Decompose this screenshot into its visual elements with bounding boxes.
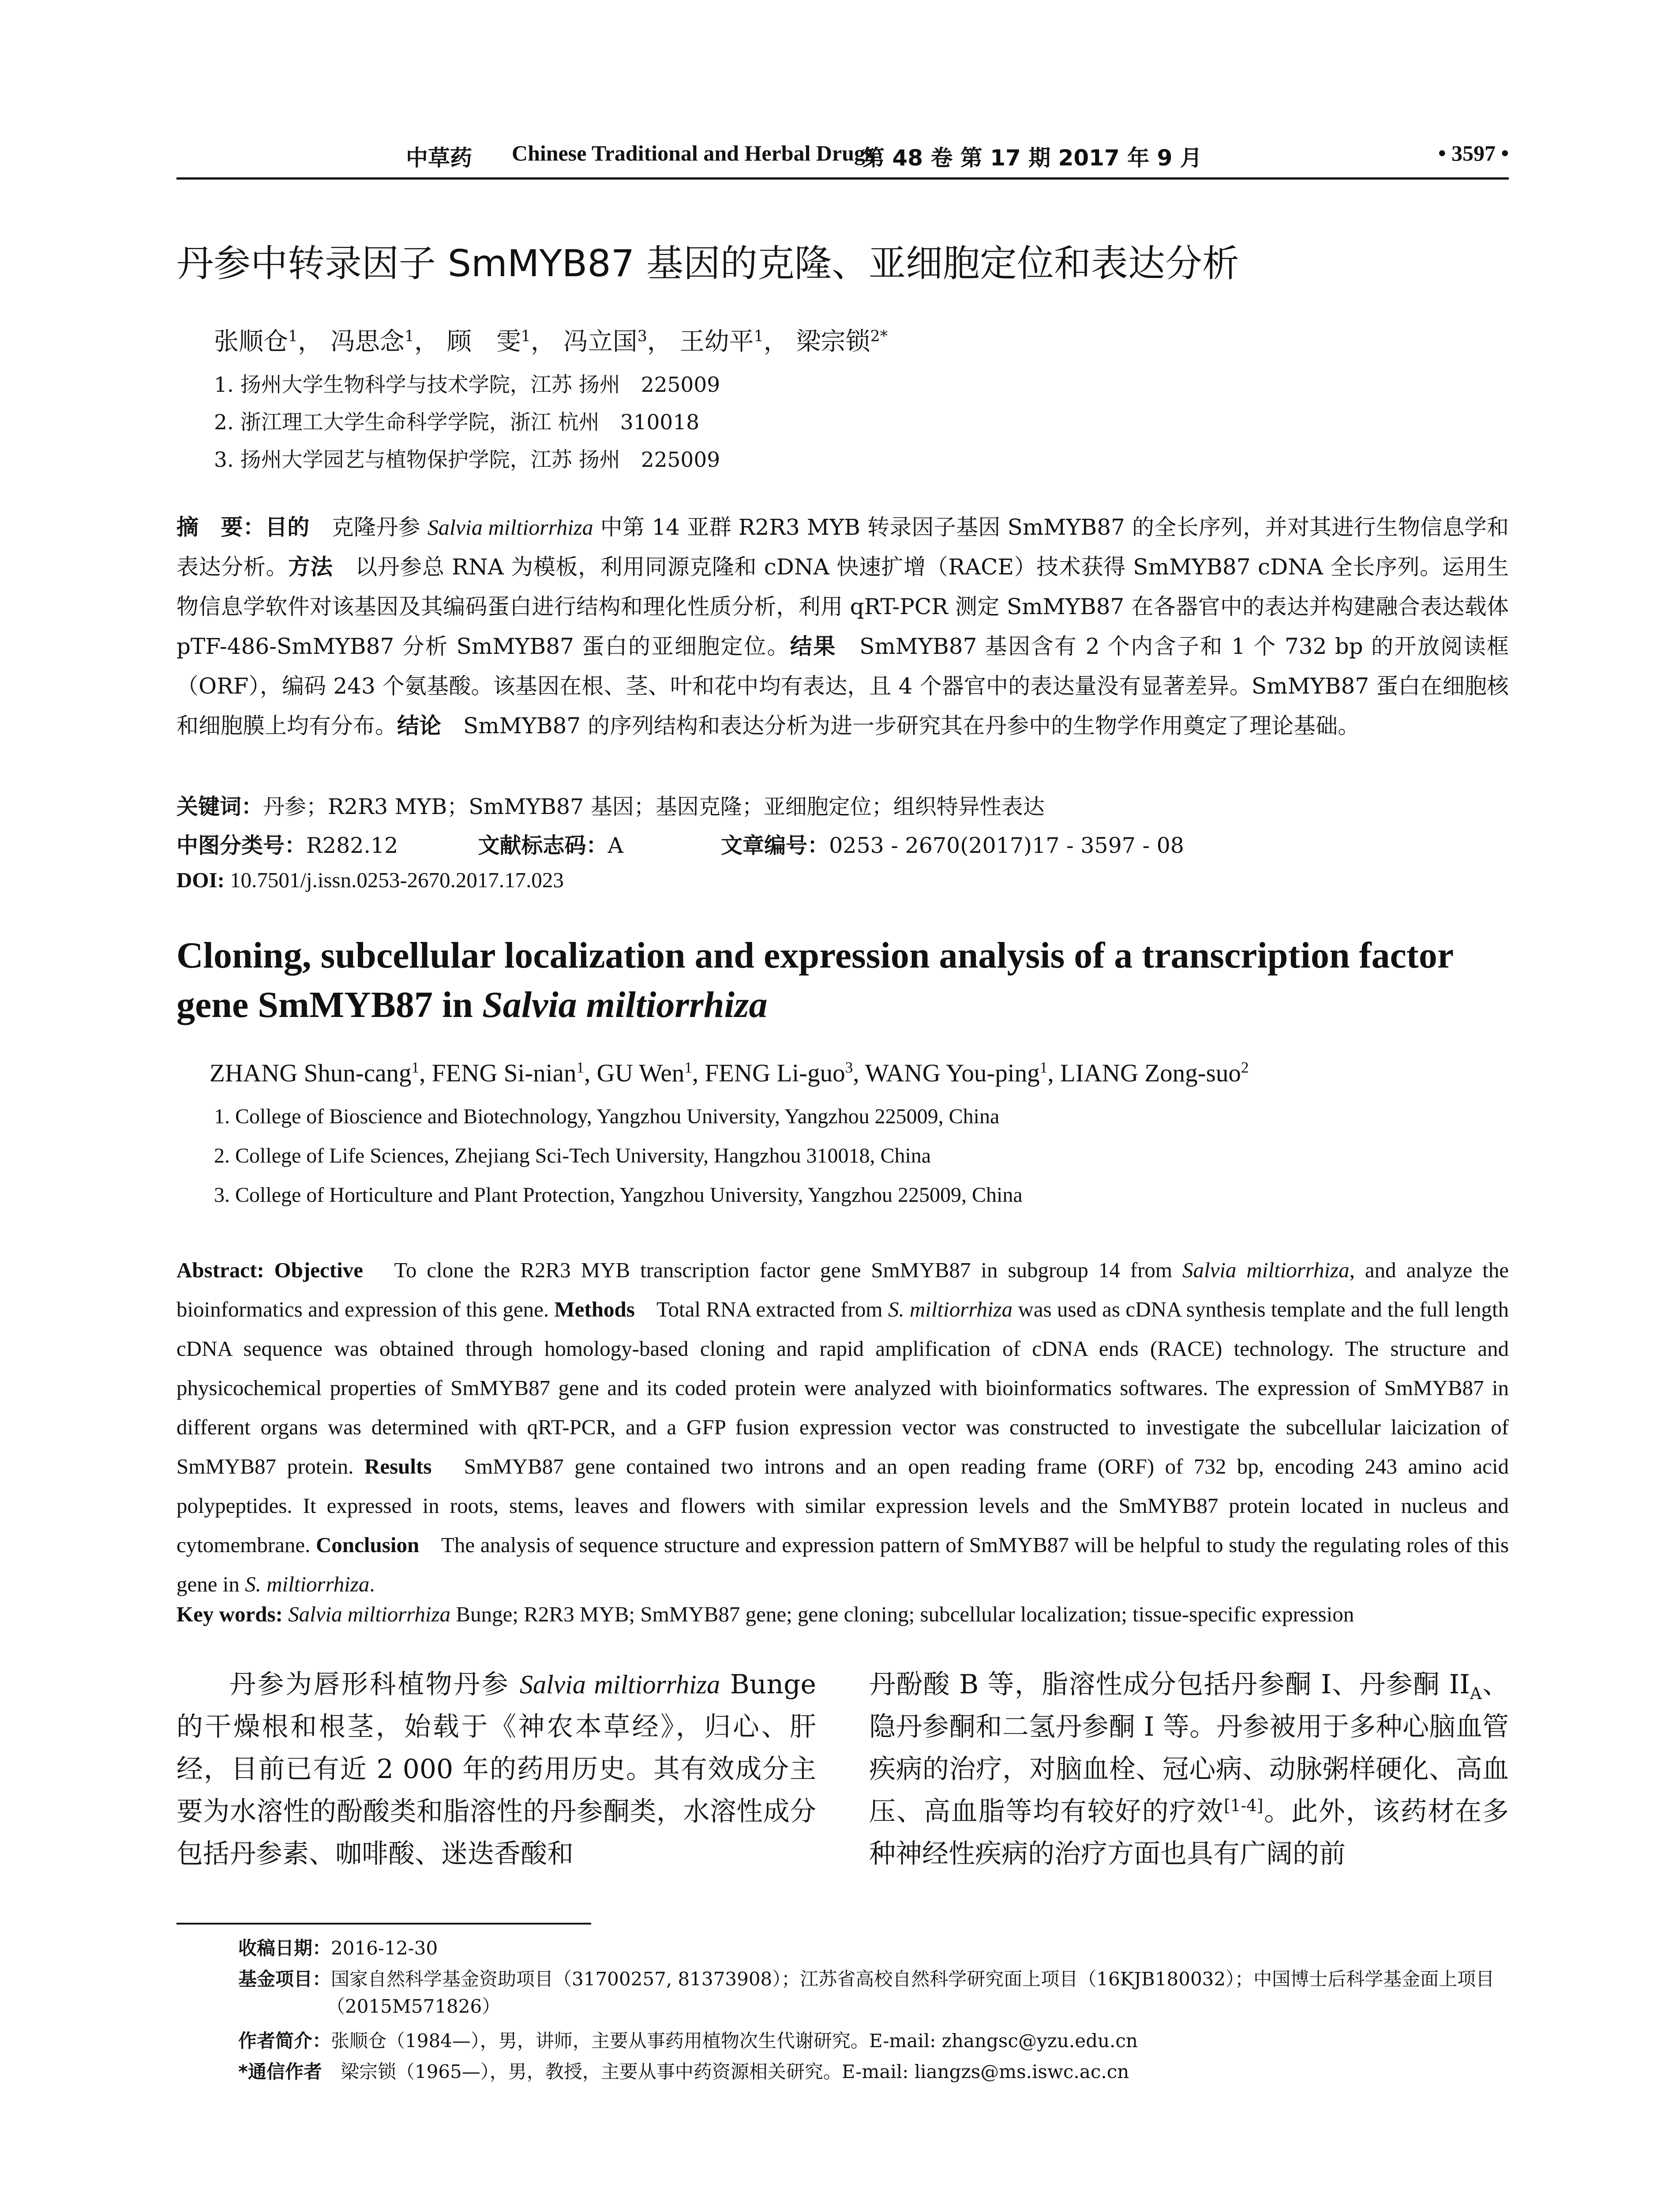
author-zh: 顾 雯 bbox=[446, 327, 521, 356]
footnote-received: 收稿日期：2016-12-30 bbox=[238, 1937, 438, 1959]
species-name: Salvia miltiorrhiza bbox=[1182, 1258, 1350, 1282]
abstract-en: Abstract: Objective To clone the R2R3 MYB transcription factor gene SmMYB87 in subgroup 14 from Salvia miltiorrhiza, and analyze the bioinformatics and expression of this gene. Methods Total RNA extracted from S. miltiorrhiza was used as cDNA synthesis template and the full length cDNA sequence was obtained through homology-based cloning and rapid amplification of cDNA ends (RACE) technology. The structure and physicochemical properties of SmMYB87 gene and its coded protein were analyzed with bioinformatics softwares. The expression of SmMYB87 in different organs was determined with qRT-PCR, and a GFP fusion expression vector was constructed to investigate the subcellular laicization of SmMYB87 protein. Results SmMYB87 gene contained two introns and an open reading frame (ORF) of 732 bp, encoding 243 amino acid polypeptides. It expressed in roots, stems, leaves and flowers with similar expression levels and the SmMYB87 protein located in nucleus and cytomembrane. Conclusion The analysis of sequence structure and expression pattern of SmMYB87 will be helpful to study the regulating roles of this gene in S. miltiorrhiza. bbox=[176, 1258, 1509, 1596]
footnote-rule bbox=[176, 1923, 591, 1925]
author-en: ZHANG Shun-cang bbox=[210, 1059, 412, 1087]
keywords-zh bbox=[176, 790, 1045, 821]
author-en-affil: 2 bbox=[1241, 1059, 1249, 1076]
classification-line bbox=[176, 829, 1184, 859]
body-column-left: 丹参为唇形科植物丹参 Salvia miltiorrhiza Bunge 的干燥根和根茎，始载于《神农本草经》，归心、肝经，目前已有近 2 000 年的药用历史。其有效成分主要为水溶性的酚酸类和脂溶性的丹参酮类，水溶性成分包括丹参素、咖啡酸、迷迭香酸和 bbox=[176, 1669, 816, 1869]
affiliation-en: 3. College of Horticulture and Plant Protection, Yangzhou University, Yangzhou 225009, China bbox=[214, 1183, 1023, 1207]
objective-text: To clone the R2R3 MYB transcription factor gene SmMYB87 in subgroup 14 from bbox=[363, 1258, 1182, 1282]
methods-label: 方法 bbox=[288, 554, 333, 580]
page-number: • 3597 • bbox=[1438, 141, 1509, 165]
methods-text: Total RNA extracted from bbox=[634, 1297, 888, 1321]
citation-ref: [1-4] bbox=[1224, 1796, 1264, 1815]
authors-zh: 张顺仓$^1$， 冯思念$^1$， 顾 雯$^1$， 冯立国$^3$， 王幼平$^1$， 梁宗锁$^{2*}$ bbox=[214, 327, 888, 356]
author-en: LIANG Zong-suo bbox=[1060, 1059, 1241, 1087]
methods-text: was used as cDNA synthesis template and the full length cDNA sequence was obtained through homology-based cloning and rapid amplification of cDNA ends (RACE) technology. The structure and physicochemical properties of SmMYB87 gene and its coded protein were analyzed with bioinformatics softwares. The expression of SmMYB87 in different organs was determined with qRT-PCR, and a GFP fusion expression vector was constructed to investigate the subcellular laicization of SmMYB87 protein. bbox=[176, 1297, 1509, 1478]
results-text: SmMYB87 基因含有 2 个内含子和 1 个 732 bp 的开放阅读框（ORF），编码 243 个氨基酸。该基因在根、茎、叶和花中均有表达，且 4 个器官中的表达量没有显著差异。SmMYB87 蛋白在细胞核和细胞膜上均有分布。 bbox=[176, 634, 1509, 739]
title-en bbox=[176, 931, 1509, 1030]
doi-label: DOI: bbox=[176, 868, 225, 892]
species-name: S. miltiorrhiza bbox=[888, 1297, 1013, 1321]
affiliation-en: 1. College of Bioscience and Biotechnology, Yangzhou University, Yangzhou 225009, China bbox=[214, 1105, 1000, 1128]
affiliation-en: 2. College of Life Sciences, Zhejiang Sci-Tech University, Hangzhou 310018, China bbox=[214, 1144, 931, 1167]
methods-text: 以丹参总 RNA 为模板，利用同源克隆和 cDNA 快速扩增（RACE）技术获得 SmMYB87 cDNA 全长序列。运用生物信息学软件对该基因及其编码蛋白进行结构和理化性质分析，利用 qRT-PCR 测定 SmMYB87 在各器官中的表达并构建融合表达载体 pTF-486-SmMYB87 分析 SmMYB87 蛋白的亚细胞定位。 bbox=[176, 554, 1509, 659]
author-en-affil: 3 bbox=[845, 1059, 853, 1076]
conclusion-label: Conclusion bbox=[316, 1533, 420, 1557]
results-label: Results bbox=[364, 1454, 432, 1478]
article-no-label: 文章编号： bbox=[721, 833, 829, 858]
affiliation-zh: 2. 浙江理工大学生命科学学院，浙江 杭州 310018 bbox=[214, 410, 700, 435]
author-en-affil: 1 bbox=[576, 1059, 585, 1076]
affiliation-zh: 3. 扬州大学园艺与植物保护学院，江苏 扬州 225009 bbox=[214, 448, 720, 472]
footnote-fund: 基金项目：国家自然科学基金资助项目（31700257, 81373908）；江苏省高校自然科学研究面上项目（16KJB180032）；中国博士后科学基金面上项目（2015M571826） bbox=[238, 1968, 1495, 2017]
keywords-zh-value: 丹参；R2R3 MYB；SmMYB87 基因；基因克隆；亚细胞定位；组织特异性表达 bbox=[263, 794, 1045, 819]
author-en-affil: 1 bbox=[411, 1059, 420, 1076]
footnote-author: 作者简介：张顺仓（1984—），男，讲师，主要从事药用植物次生代谢研究。E-mail: zhangsc@yzu.edu.cn bbox=[238, 2030, 1138, 2052]
abstract-en-label: Abstract: Objective bbox=[176, 1258, 363, 1282]
objective-text: 中第 14 亚群 R2R3 MYB 转录因子基因 SmMYB87 的全长序列，并对其进行生物信息学和表达分析。 bbox=[176, 514, 1509, 580]
conclusion-text: SmMYB87 的序列结构和表达分析为进一步研究其在丹参中的生物学作用奠定了理论基础。 bbox=[441, 713, 1360, 739]
species-name: Salvia miltiorrhiza bbox=[519, 1670, 720, 1699]
doi-line bbox=[176, 867, 564, 893]
journal-mark: 中草药 bbox=[406, 145, 472, 171]
authors-en: ZHANG Shun-cang$^1$, FENG Si-nian$^1$, GU Wen$^1$, FENG Li-guo$^3$, WANG You-ping$^1$, LIANG Zong-suo$^2$ bbox=[210, 1059, 1249, 1087]
species-name: Salvia miltiorrhiza bbox=[482, 984, 768, 1025]
species-name: Salvia miltiorrhiza bbox=[282, 1602, 451, 1626]
author-zh-affil: 3 bbox=[637, 327, 647, 345]
methods-label: Methods bbox=[554, 1297, 635, 1321]
author-zh: 王幼平 bbox=[679, 327, 754, 356]
objective-text: , and analyze the bioinformatics and expression of this gene. bbox=[176, 1258, 1509, 1321]
issue-info: 第 48 卷 第 17 期 2017 年 9 月 bbox=[862, 145, 1202, 171]
keywords-zh-label: 关键词： bbox=[176, 794, 263, 819]
author-en-affil: 1 bbox=[1039, 1059, 1048, 1076]
author-zh: 梁宗锁 bbox=[796, 327, 870, 356]
objective-label: 目的 bbox=[265, 514, 310, 540]
title-en-line2: gene SmMYB87 in Salvia miltiorrhiza bbox=[176, 984, 768, 1025]
author-zh-affil: 1 bbox=[754, 327, 764, 345]
journal-name: Chinese Traditional and Herbal Drugs bbox=[512, 141, 874, 165]
conclusion-text: The analysis of sequence structure and expression pattern of SmMYB87 will be helpful to study the regulating roles of this gene in bbox=[176, 1533, 1509, 1596]
conclusion-label: 结论 bbox=[397, 713, 441, 739]
article-no-value: 0253 - 2670(2017)17 - 3597 - 08 bbox=[829, 833, 1184, 858]
author-zh-affil: 1 bbox=[404, 327, 414, 345]
author-zh-affil: 2* bbox=[870, 327, 888, 345]
body-column-right: 丹酚酸 B 等，脂溶性成分包括丹参酮 I、丹参酮 $II_A$、隐丹参酮和二氢丹参酮 I 等。丹参被用于多种心脑血管疾病的治疗，对脑血栓、冠心病、动脉粥样硬化、高血压、高血脂等均有较好的疗效[1-4]。此外，该药材在多种神经性疾病的治疗方面也具有广阔的前 bbox=[869, 1669, 1509, 1869]
author-zh: 冯思念 bbox=[330, 327, 405, 356]
doi-value: 10.7501/j.issn.0253-2670.2017.17.023 bbox=[224, 868, 564, 892]
doc-code-label: 文献标志码： bbox=[478, 833, 608, 858]
species-name: Salvia miltiorrhiza bbox=[427, 515, 593, 540]
author-en: FENG Si-nian bbox=[431, 1059, 577, 1087]
footnote-corresponding: *通信作者 梁宗锁（1965—），男，教授，主要从事中药资源相关研究。E-mail: liangzs@ms.iswc.ac.cn bbox=[238, 2061, 1129, 2082]
doc-code-value: A bbox=[608, 833, 623, 858]
author-zh-affil: 1 bbox=[521, 327, 531, 345]
title-zh: 丹参中转录因子 SmMYB87 基因的克隆、亚细胞定位和表达分析 bbox=[176, 242, 1239, 285]
header-rule bbox=[176, 177, 1509, 180]
clc-value: R282.12 bbox=[306, 833, 398, 858]
affiliation-zh: 1. 扬州大学生物科学与技术学院，江苏 扬州 225009 bbox=[214, 373, 720, 397]
author-zh: 冯立国 bbox=[563, 327, 638, 356]
results-label: 结果 bbox=[790, 634, 836, 659]
author-zh-affil: 1 bbox=[288, 327, 298, 345]
running-header bbox=[176, 140, 1509, 176]
author-zh: 张顺仓 bbox=[214, 327, 288, 356]
abstract-zh-label: 摘 要： bbox=[176, 514, 265, 540]
species-name: S. miltiorrhiza bbox=[245, 1572, 370, 1596]
keywords-en-label: Key words: bbox=[176, 1602, 283, 1626]
author-en: FENG Li-guo bbox=[705, 1059, 845, 1087]
author-en: WANG You-ping bbox=[865, 1059, 1040, 1087]
keywords-en-value: Bunge; R2R3 MYB; SmMYB87 gene; gene cloning; subcellular localization; tissue-specific expression bbox=[450, 1602, 1354, 1626]
title-en-line1: Cloning, subcellular localization and expression analysis of a transcription factor bbox=[176, 935, 1454, 976]
author-en-affil: 1 bbox=[684, 1059, 692, 1076]
keywords-en bbox=[176, 1602, 1354, 1627]
abstract-zh bbox=[176, 507, 1509, 746]
author-en: GU Wen bbox=[596, 1059, 685, 1087]
results-text: SmMYB87 gene contained two introns and an open reading frame (ORF) of 732 bp, encoding 243 amino acid polypeptides. It expressed in roots, stems, leaves and flowers with similar expression levels and the SmMYB87 protein located in nucleus and cytomembrane. bbox=[176, 1454, 1509, 1557]
objective-text: 克隆丹参 bbox=[309, 514, 428, 540]
clc-label: 中图分类号： bbox=[176, 833, 307, 858]
